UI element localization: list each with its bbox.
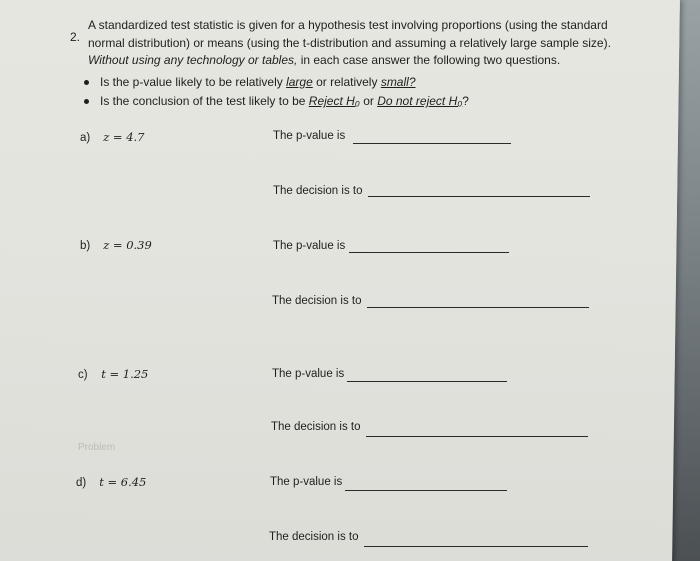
- part-c-decision-prompt: The decision is to: [271, 421, 361, 433]
- intro-line-3: [88, 52, 618, 70]
- option-reject: Reject H₀: [308, 94, 360, 108]
- question-bullets: [84, 73, 469, 111]
- part-d-pvalue-prompt: The p-value is: [270, 476, 343, 488]
- part-label: c): [78, 369, 88, 381]
- bleed-through-text: Problem: [78, 442, 116, 453]
- part-c-pvalue-prompt: The p-value is: [272, 368, 345, 380]
- part-a-decision-blank[interactable]: [368, 196, 590, 197]
- part-d-statistic: [76, 475, 146, 489]
- test-statistic: z = 4.7: [103, 130, 145, 144]
- intro-italic: Without using any technology or tables,: [88, 53, 298, 67]
- test-statistic: t = 6.45: [99, 475, 147, 489]
- question-number: 2.: [70, 30, 81, 44]
- bullet-dot-icon: [84, 80, 89, 85]
- part-a-pvalue-prompt: The p-value is: [273, 130, 346, 142]
- part-label: d): [76, 477, 87, 489]
- bullet-conclusion: Is the conclusion of the test likely to be Reject H₀ or Do not reject H₀?: [84, 92, 469, 111]
- part-b-pvalue-prompt: The p-value is: [273, 240, 346, 252]
- test-statistic: z = 0.39: [103, 238, 152, 252]
- part-a-decision-prompt: The decision is to: [273, 185, 363, 197]
- part-b-statistic: [80, 238, 152, 252]
- part-a-pvalue-blank[interactable]: [353, 143, 511, 144]
- part-label: b): [80, 240, 91, 252]
- part-d-decision-blank[interactable]: [364, 546, 588, 547]
- intro-line-2: normal distribution) or means (using the t-distribution and assuming a relatively large sample size).: [88, 35, 611, 50]
- bullet-pvalue: Is the p-value likely to be relatively large or relatively small?: [84, 73, 469, 92]
- word-large: large: [286, 75, 313, 89]
- part-d-decision-prompt: The decision is to: [269, 531, 359, 543]
- part-a-statistic: [80, 130, 145, 144]
- part-b-pvalue-blank[interactable]: [349, 252, 509, 253]
- part-c-statistic: [78, 367, 148, 381]
- word-small: small?: [380, 75, 416, 89]
- option-do-not-reject: Do not reject H₀: [377, 94, 463, 108]
- bullet-dot-icon: [84, 99, 89, 104]
- intro-line-1: A standardized test statistic is given for a hypothesis test involving proportions (using the standard: [88, 18, 608, 32]
- part-c-decision-blank[interactable]: [366, 436, 588, 437]
- question-intro: [88, 17, 618, 70]
- intro-line-3-rest: in each case answer the following two questions.: [297, 53, 561, 67]
- test-statistic: t = 1.25: [101, 367, 149, 381]
- part-b-decision-blank[interactable]: [367, 307, 589, 308]
- part-d-pvalue-blank[interactable]: [345, 490, 507, 491]
- part-c-pvalue-blank[interactable]: [347, 381, 507, 382]
- part-label: a): [80, 132, 91, 144]
- part-b-decision-prompt: The decision is to: [272, 295, 362, 307]
